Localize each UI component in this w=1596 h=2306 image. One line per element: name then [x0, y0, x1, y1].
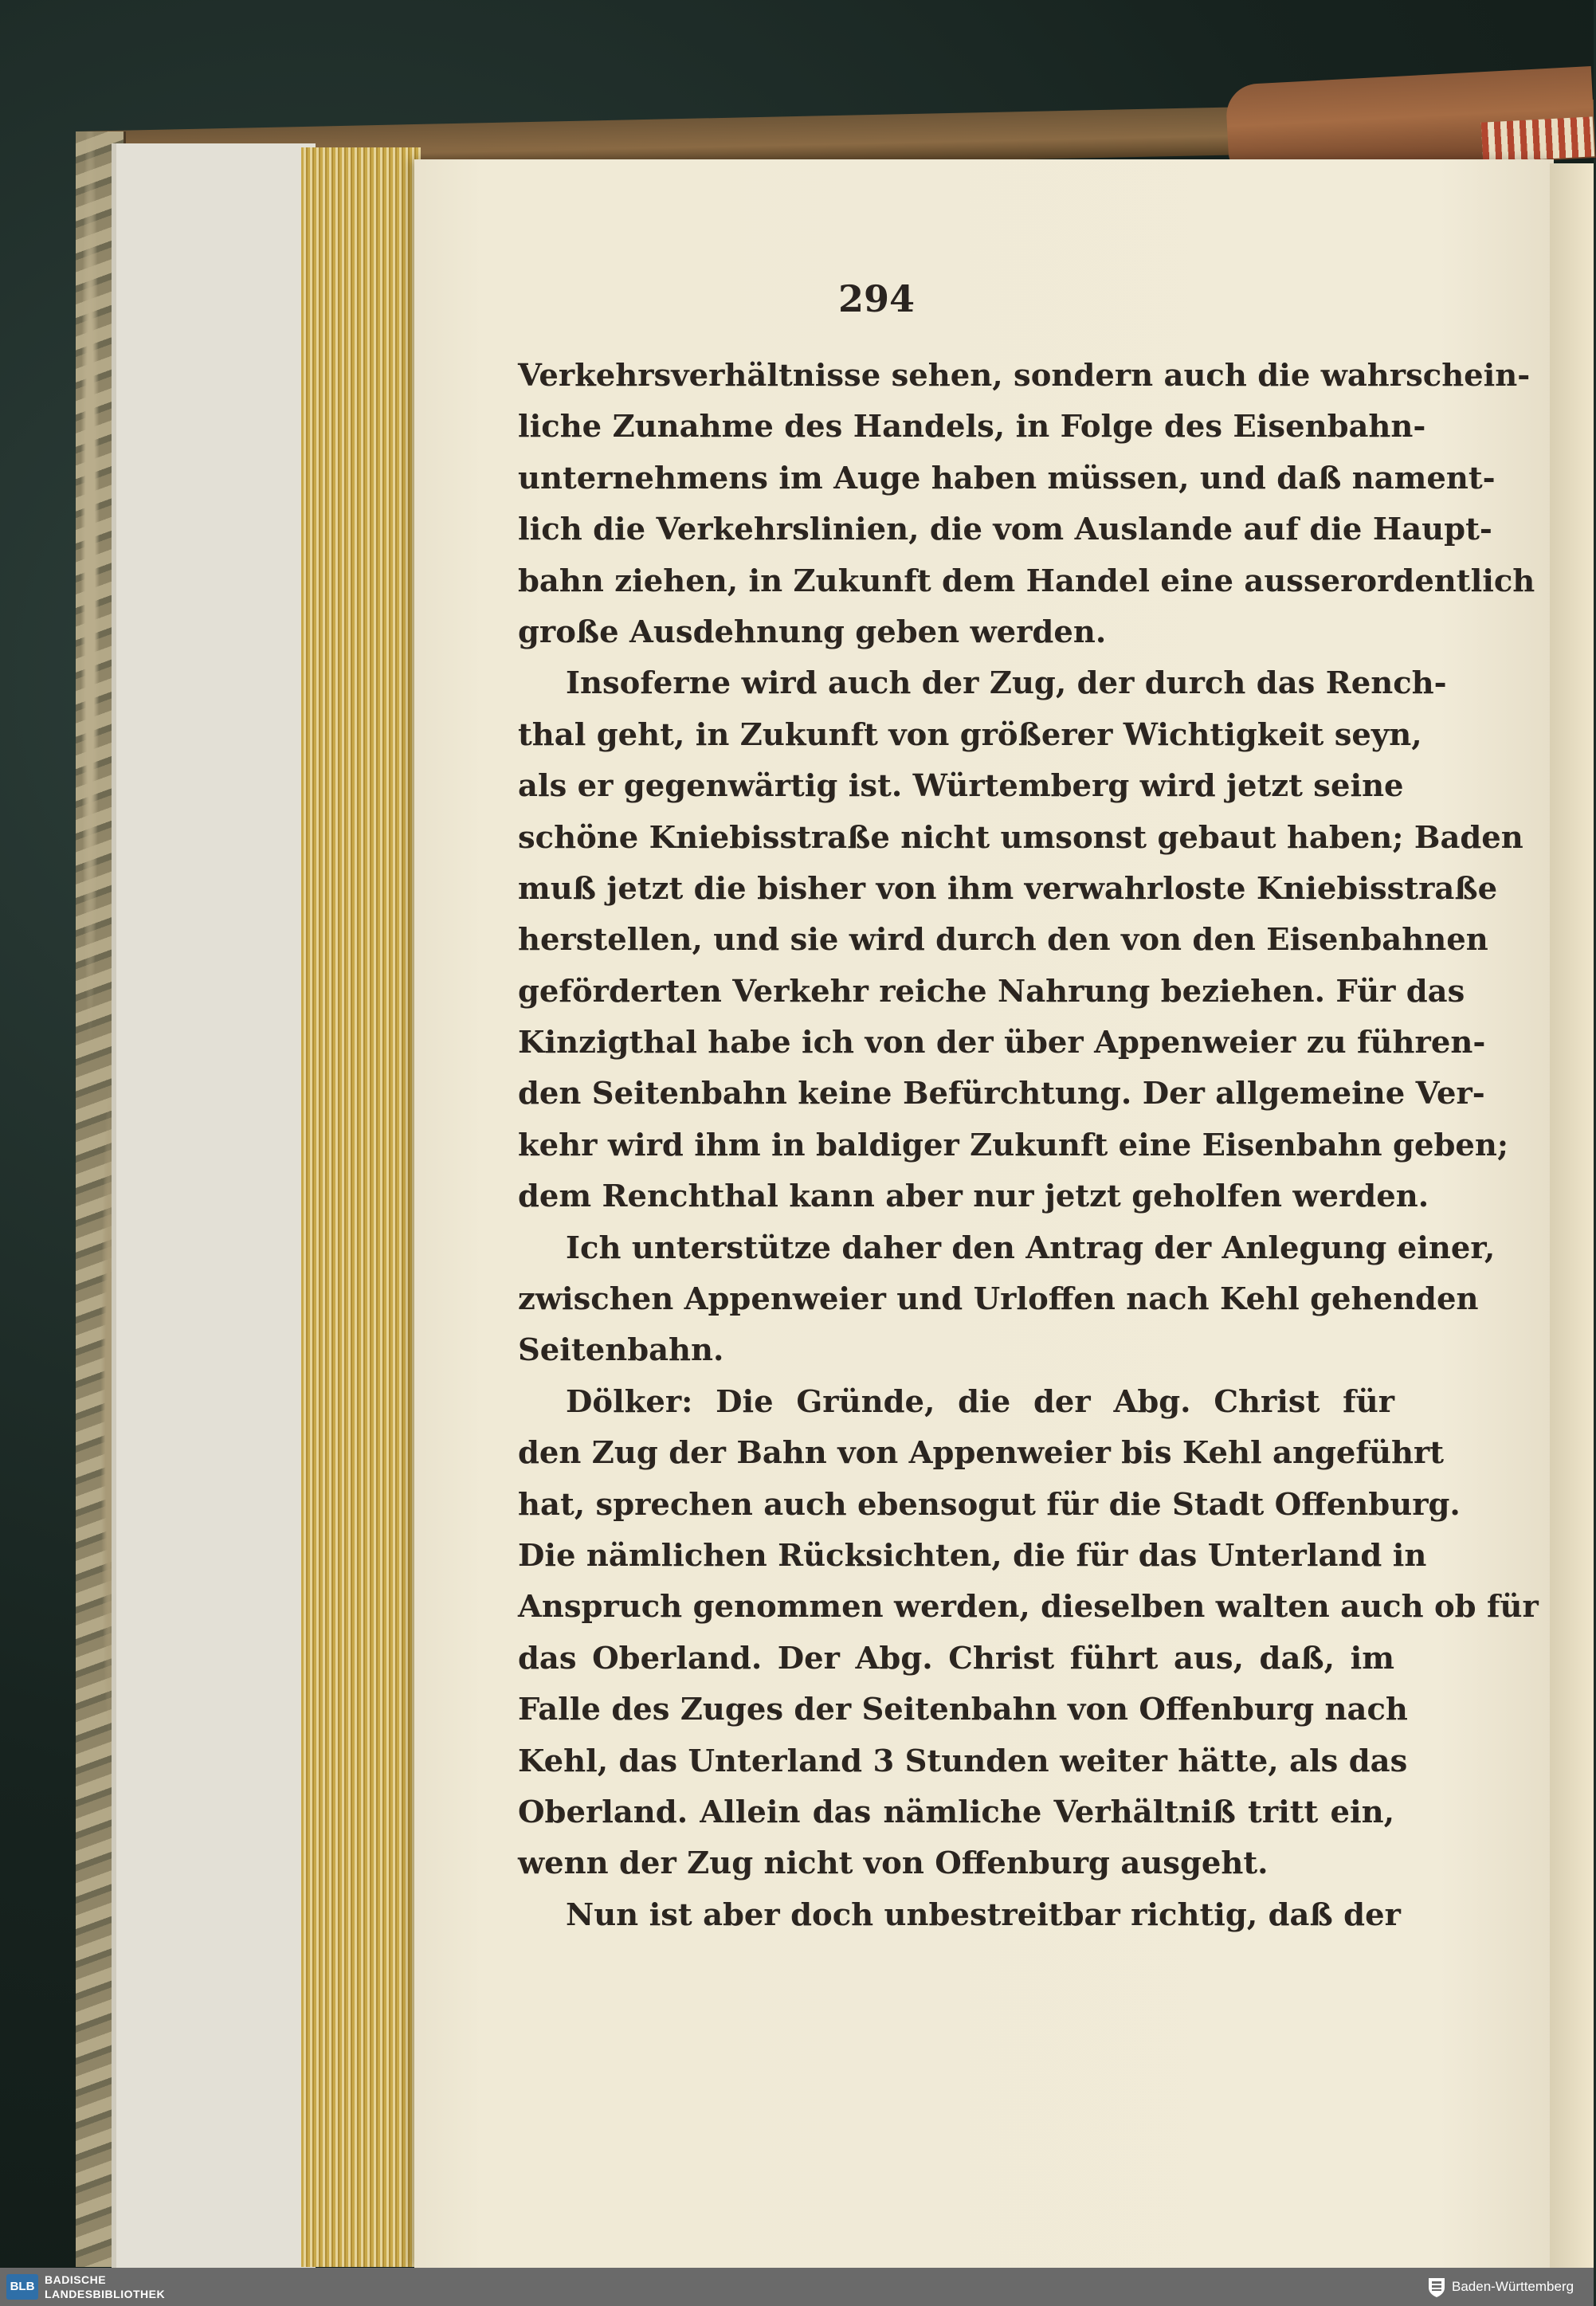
text-line: Anspruch genommen werden, dieselben walten auch ob für — [518, 1589, 1539, 1626]
text-line: herstellen, und sie wird durch den von den Eisenbahnen — [518, 922, 1488, 959]
text-line: Ich unterstütze daher den Antrag der Anlegung einer, — [566, 1229, 1496, 1266]
text-line: lich die Verkehrslinien, die vom Auslande auf die Haupt- — [518, 512, 1492, 548]
page-text — [518, 351, 1539, 1941]
library-name[interactable] — [45, 2273, 165, 2301]
gilt-page-edges — [301, 147, 421, 2267]
text-line: große Ausdehnung geben werden. — [518, 614, 1107, 650]
text-line: kehr wird ihm in baldiger Zukunft eine Eisenbahn geben; — [518, 1127, 1509, 1163]
text-line: liche Zunahme des Handels, in Folge des Eisenbahn- — [518, 409, 1426, 445]
text-line: Oberland. Allein das nämliche Verhältniß tritt ein, — [518, 1794, 1394, 1830]
flyleaf — [112, 143, 316, 2271]
text-line: schöne Kniebisstraße nicht umsonst gebaut haben; Baden — [518, 819, 1523, 856]
text-line: den Seitenbahn keine Befürchtung. Der allgemeine Ver- — [518, 1076, 1485, 1112]
text-line: das Oberland. Der Abg. Christ führt aus, daß, im — [518, 1640, 1394, 1677]
text-line: bahn ziehen, in Zukunft dem Handel eine ausserordentlich — [518, 563, 1535, 599]
text-line: dem Renchthal kann aber nur jetzt geholfen werden. — [518, 1178, 1429, 1215]
text-line: Seitenbahn. — [518, 1332, 724, 1369]
state-label[interactable]: Baden-Württemberg — [1452, 2279, 1574, 2294]
text-line: Nun ist aber doch unbestreitbar richtig, daß der — [566, 1896, 1401, 1933]
text-line: geförderten Verkehr reiche Nahrung beziehen. Für das — [518, 973, 1465, 1010]
text-line: muß jetzt die bisher von ihm verwahrloste Kniebisstraße — [518, 870, 1498, 907]
text-line: Kinzigthal habe ich von der über Appenweier zu führen- — [518, 1025, 1486, 1061]
text-line: Verkehrsverhältnisse sehen, sondern auch die wahrschein- — [518, 358, 1531, 394]
footer-bar — [0, 2268, 1594, 2306]
state-crest-icon[interactable] — [1426, 2276, 1447, 2298]
headband-stitch — [1481, 116, 1594, 162]
next-page-edge — [1550, 163, 1594, 2268]
text-line: hat, sprechen auch ebensogut für die Stadt Offenburg. — [518, 1486, 1461, 1523]
text-line: den Zug der Bahn von Appenweier bis Kehl angeführt — [518, 1435, 1445, 1472]
text-line: wenn der Zug nicht von Offenburg ausgeht. — [518, 1845, 1269, 1882]
text-line: unternehmens im Auge haben müssen, und daß nament- — [518, 460, 1496, 496]
library-name-line2: LANDESBIBLIOTHEK — [45, 2288, 166, 2300]
text-line: Insoferne wird auch der Zug, der durch das Rench- — [566, 665, 1447, 702]
blb-logo-icon[interactable]: BLB — [6, 2274, 38, 2300]
text-line: Dölker: Die Gründe, die der Abg. Christ für — [566, 1383, 1394, 1420]
library-name-line1: BADISCHE — [45, 2273, 107, 2286]
text-line: thal geht, in Zukunft von größerer Wichtigkeit seyn, — [518, 716, 1422, 753]
text-line: Die nämlichen Rücksichten, die für das Unterland in — [518, 1537, 1427, 1574]
text-line: Kehl, das Unterland 3 Stunden weiter hätte, als das — [518, 1743, 1408, 1779]
text-line: als er gegenwärtig ist. Würtemberg wird jetzt seine — [518, 768, 1404, 805]
text-line: Falle des Zuges der Seitenbahn von Offenburg nach — [518, 1692, 1408, 1728]
page-number: 294 — [837, 277, 916, 320]
text-line: zwischen Appenweier und Urloffen nach Kehl gehenden — [518, 1281, 1479, 1318]
